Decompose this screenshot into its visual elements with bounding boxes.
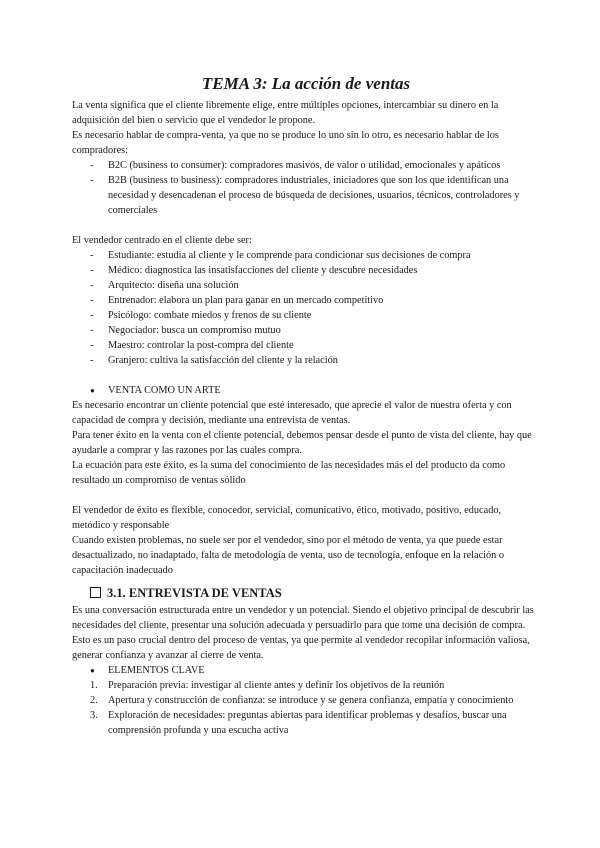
intro-paragraph: La venta significa que el cliente libremente elige, entre múltiples opciones, intercambiar su dinero en la adquisición del bien o servicio que el vendedor le propone. <box>72 100 499 126</box>
bullet-marker: ● <box>90 666 95 675</box>
dash-marker: - <box>90 310 94 321</box>
dash-marker: - <box>90 265 94 276</box>
list-item <box>72 158 540 173</box>
list-item <box>72 708 540 738</box>
bullet-marker: ● <box>90 386 95 395</box>
list-item-text: Entrenador: elabora un plan para ganar en un mercado competitivo <box>108 295 384 306</box>
list-item-text: Médico: diagnostica las insatisfacciones del cliente y descubre necesidades <box>108 265 418 276</box>
list-item <box>72 293 540 308</box>
seller-roles-list <box>72 248 540 368</box>
checkbox-square-icon <box>90 587 101 598</box>
number-marker: 2. <box>90 695 98 706</box>
list-item <box>72 678 540 693</box>
art-heading-list <box>72 383 540 398</box>
list-item-text: Granjero: cultiva la satisfacción del cliente y la relación <box>108 355 338 366</box>
dash-marker: - <box>90 355 94 366</box>
list-item-text: Exploración de necesidades: preguntas abiertas para identificar problemas y desafíos, buscar una comprensión profunda y una escucha activa <box>108 710 507 736</box>
buyers-list <box>72 158 540 218</box>
section-paragraph: Es una conversación estructurada entre un vendedor y un potencial. Siendo el objetivo principal de descubrir las necesidades del cliente, presentar una solución adecuada y persuadirlo para que tome una decisión de compra. <box>72 605 534 631</box>
dash-marker: - <box>90 160 94 171</box>
list-item-text: Estudiante: estudia al cliente y le comprende para condicionar sus decisiones de compra <box>108 250 471 261</box>
list-item <box>72 383 540 398</box>
dash-marker: - <box>90 340 94 351</box>
intro-paragraph: Es necesario hablar de compra-venta, ya que no se produce lo uno sin lo otro, es necesario hablar de los compradores: <box>72 130 499 156</box>
list-item-text: Psicólogo: combate miedos y frenos de su cliente <box>108 310 312 321</box>
list-item <box>72 353 540 368</box>
list-item-text: B2C (business to consumer): compradores masivos, de valor o utilidad, emocionales y apáticos <box>108 160 501 171</box>
dash-marker: - <box>90 325 94 336</box>
list-item <box>72 263 540 278</box>
list-item-text: Apertura y construcción de confianza: se introduce y se genera confianza, empatía y conocimiento <box>108 695 514 706</box>
number-marker: 3. <box>90 710 98 721</box>
dash-marker: - <box>90 280 94 291</box>
section-title: 3.1. ENTREVISTA DE VENTAS <box>107 586 282 600</box>
seller-intro: El vendedor centrado en el cliente debe ser: <box>72 235 252 246</box>
dash-marker: - <box>90 295 94 306</box>
key-elements-list <box>72 678 540 738</box>
list-item <box>72 173 540 218</box>
list-item <box>72 248 540 263</box>
list-item-text: Preparación previa: investigar al cliente antes y definir los objetivos de la reunión <box>108 680 445 691</box>
key-heading: ELEMENTOS CLAVE <box>108 665 205 676</box>
list-item-text: Negociador: busca un compromiso mutuo <box>108 325 281 336</box>
list-item <box>72 663 540 678</box>
section-heading <box>72 584 540 602</box>
list-item <box>72 693 540 708</box>
success-paragraph: El vendedor de éxito es flexible, conocedor, servicial, comunicativo, ético, motivado, positivo, educado, metódico y responsable <box>72 505 502 531</box>
number-marker: 1. <box>90 680 98 691</box>
section-paragraph: Esto es un paso crucial dentro del proceso de ventas, ya que permite al vendedor recopilar información valiosa, generar confianza y avanzar al cierre de venta. <box>72 635 530 661</box>
art-paragraph: Para tener éxito en la venta con el cliente potencial, debemos pensar desde el punto de vista del cliente, hay que ayudarle a comprar y las razones por las cuales compra. <box>72 430 532 456</box>
list-item <box>72 278 540 293</box>
list-item-text: Arquitecto: diseña una solución <box>108 280 239 291</box>
list-item <box>72 323 540 338</box>
list-item <box>72 338 540 353</box>
success-paragraph: Cuando existen problemas, no suele ser por el vendedor, sino por el método de venta, ya que puede estar desactualizado, no inadaptado, falta de metodología de venta, uso de tecnología, enfoque en la relación o capacitación inadecuado <box>72 535 505 576</box>
list-item-text: B2B (business to business): compradores industriales, iniciadores que son los que identifican una necesidad y desencadenan el proceso de búsqueda de decisiones, usuarios, técnicos, controladores y comerciales <box>108 175 520 216</box>
key-heading-list <box>72 663 540 678</box>
art-paragraph: La ecuación para este éxito, es la suma del conocimiento de las necesidades más el del producto da como resultado un compromiso de ventas sólido <box>72 460 506 486</box>
list-item <box>72 308 540 323</box>
art-paragraph: Es necesario encontrar un cliente potencial que esté interesado, que aprecie el valor de nuestra oferta y con capacidad de compra y decisión, mediante una entrevista de ventas. <box>72 400 512 426</box>
list-item-text: Maestro: controlar la post-compra del cliente <box>108 340 294 351</box>
dash-marker: - <box>90 175 94 186</box>
dash-marker: - <box>90 250 94 261</box>
page-title: TEMA 3: La acción de ventas <box>201 74 411 93</box>
art-heading: VENTA COMO UN ARTE <box>108 385 221 396</box>
